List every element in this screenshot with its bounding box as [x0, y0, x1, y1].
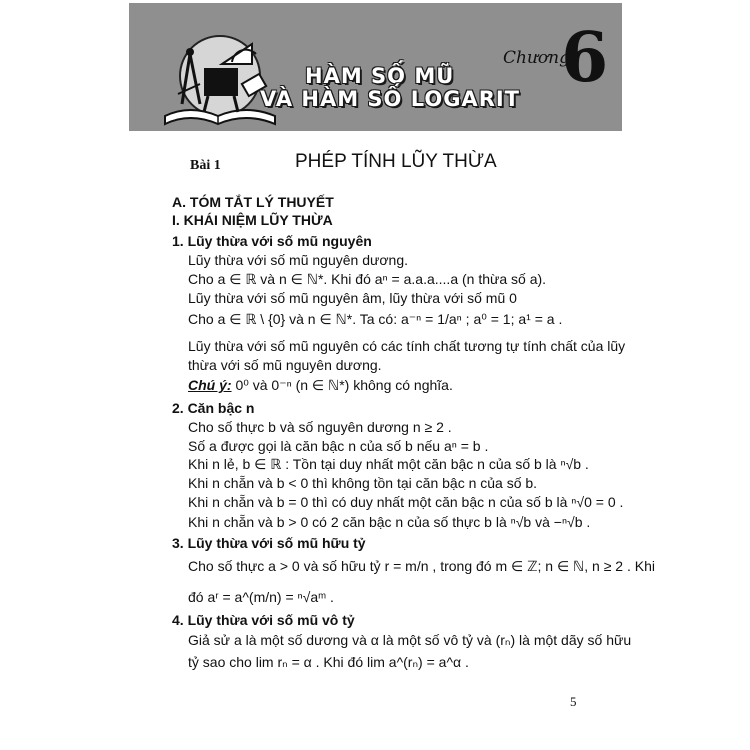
subsection-4-heading: 4. Lũy thừa với số mũ vô tỷ — [172, 612, 355, 628]
lesson-title: PHÉP TÍNH LŨY THỪA — [295, 151, 497, 172]
geometry-tools-book-emblem — [160, 34, 280, 130]
s1-line5: Lũy thừa với số mũ nguyên có các tính chất tương tự tính chất của lũy — [188, 338, 626, 354]
chapter-word: Chương — [503, 48, 570, 68]
s2-line3: Khi n lẻ, b ∈ ℝ : Tồn tại duy nhất một căn bậc n của số b là ⁿ√b . — [188, 456, 589, 472]
s4-line1: Giả sử a là một số dương và α là một số vô tỷ và (rₙ) là một dãy số hữu — [188, 632, 632, 648]
chapter-title-line1: HÀM SỐ MŨ — [305, 64, 455, 88]
note-text: 0⁰ và 0⁻ⁿ (n ∈ ℕ*) không có nghĩa. — [231, 377, 453, 393]
section-i-heading: I. KHÁI NIỆM LŨY THỪA — [172, 212, 333, 228]
note-label: Chú ý: — [188, 377, 232, 393]
s3-line1: Cho số thực a > 0 và số hữu tỷ r = m/n , trong đó m ∈ ℤ; n ∈ ℕ, n ≥ 2 . Khi — [188, 558, 655, 574]
s1-note — [188, 377, 453, 394]
s1-line6: thừa với số mũ nguyên dương. — [188, 357, 382, 373]
subsection-3-heading: 3. Lũy thừa với số mũ hữu tỷ — [172, 535, 366, 551]
s2-line1: Cho số thực b và số nguyên dương n ≥ 2 . — [188, 419, 452, 435]
section-a-heading: A. TÓM TẮT LÝ THUYẾT — [172, 194, 334, 210]
s2-line2: Số a được gọi là căn bậc n của số b nếu aⁿ = b . — [188, 438, 489, 454]
page-number: 5 — [570, 694, 577, 709]
lesson-number: Bài 1 — [190, 158, 221, 173]
s2-line5: Khi n chẵn và b = 0 thì có duy nhất một căn bậc n của số b là ⁿ√0 = 0 . — [188, 494, 624, 510]
s4-line2: tỷ sao cho lim rₙ = α . Khi đó lim a^(rₙ) = a^α . — [188, 654, 469, 670]
s1-line2: Cho a ∈ ℝ và n ∈ ℕ*. Khi đó aⁿ = a.a.a....a (n thừa số a). — [188, 271, 547, 287]
s1-line4: Cho a ∈ ℝ \ {0} và n ∈ ℕ*. Ta có: a⁻ⁿ = 1/aⁿ ; a⁰ = 1; a¹ = a . — [188, 311, 563, 327]
subsection-1-heading: 1. Lũy thừa với số mũ nguyên — [172, 233, 372, 249]
s2-line6: Khi n chẵn và b > 0 có 2 căn bậc n của số thực b là ⁿ√b và −ⁿ√b . — [188, 514, 591, 530]
chapter-title-line2: VÀ HÀM SỐ LOGARIT — [260, 87, 520, 111]
s1-line3: Lũy thừa với số mũ nguyên âm, lũy thừa với số mũ 0 — [188, 290, 517, 306]
s3-line2: đó aʳ = a^(m/n) = ⁿ√aᵐ . — [188, 589, 334, 605]
subsection-2-heading: 2. Căn bậc n — [172, 400, 255, 416]
s2-line4: Khi n chẵn và b < 0 thì không tồn tại căn bậc n của số b. — [188, 475, 538, 491]
chapter-number: 6 — [561, 18, 609, 98]
s1-line1: Lũy thừa với số mũ nguyên dương. — [188, 252, 409, 268]
